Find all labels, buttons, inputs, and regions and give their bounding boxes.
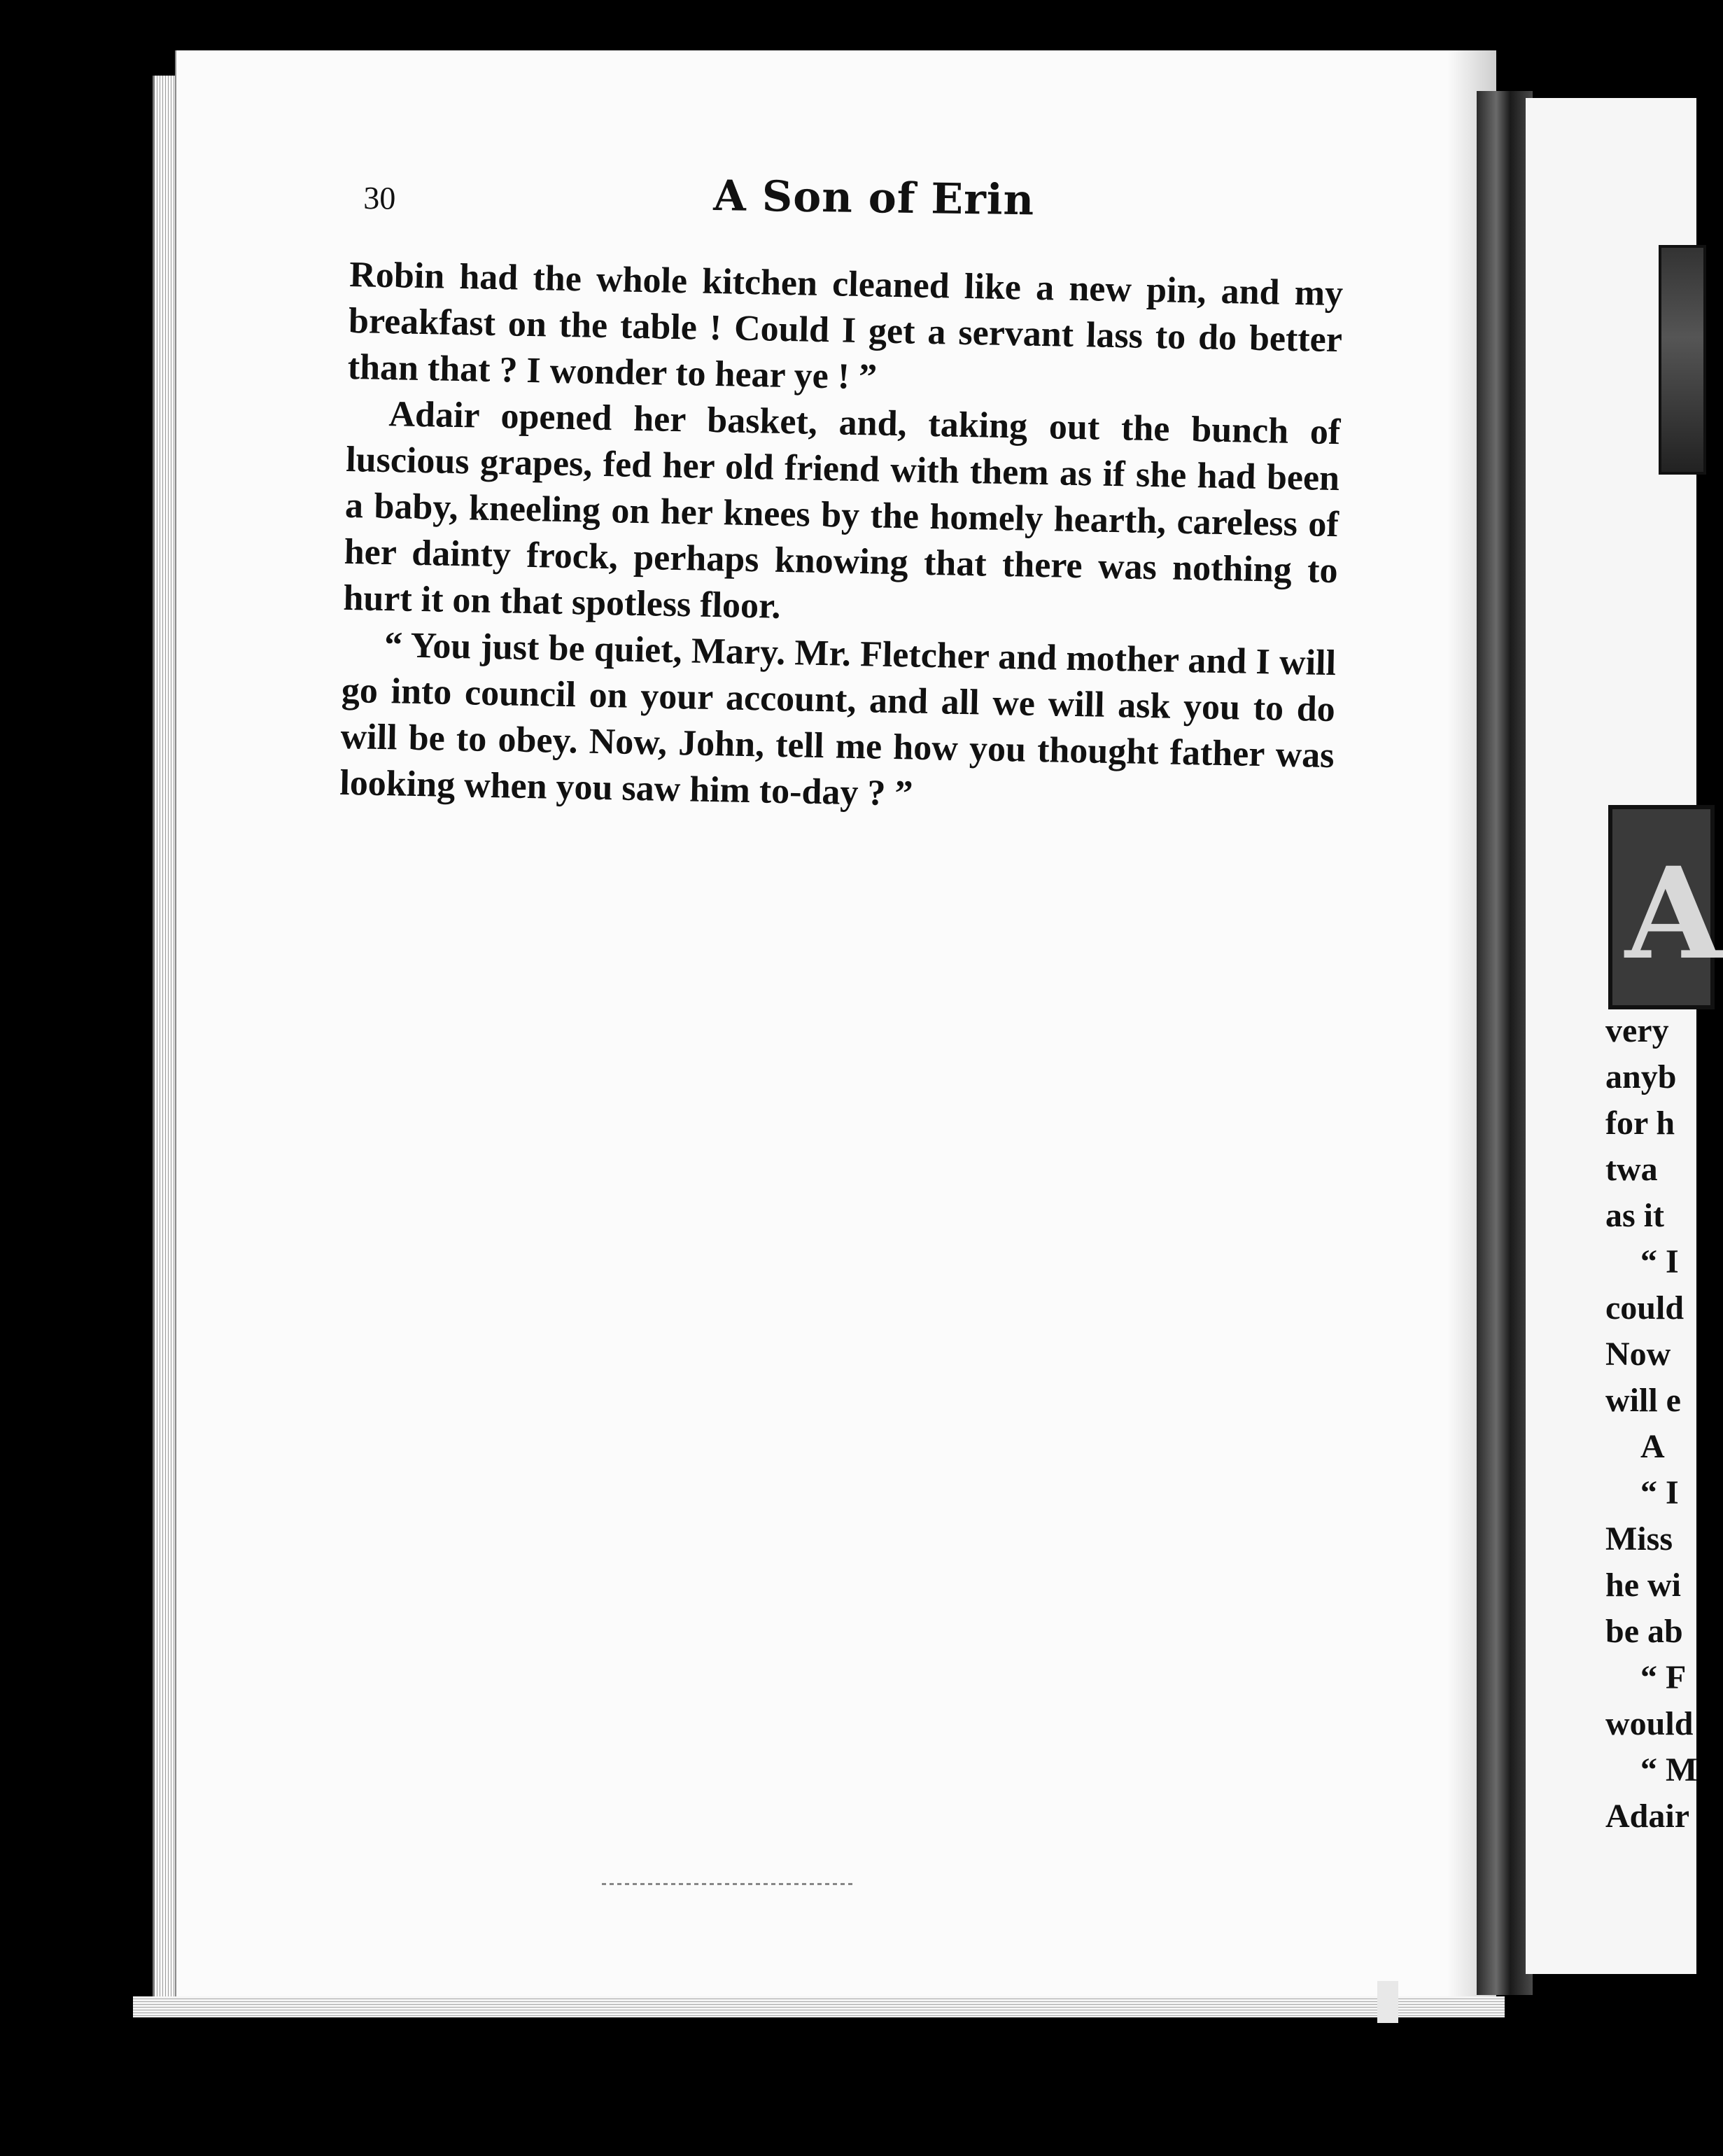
page-header [363,167,1400,251]
drop-cap-letter: A [1625,840,1723,988]
text-line: twa [1605,1151,1658,1188]
plate-image [1659,245,1706,475]
body-text [339,252,1344,825]
page-number: 30 [363,179,396,216]
paragraph: Adair opened her basket, and, taking out the bunch of luscious grapes, fed her old friend with them as if she had been a baby, kneeling on her knees by the homely hearth, careless of her dainty frock, perhaps knowing that there was nothing to hurt it on that spotless floor. [342,394,1341,626]
text-line: would [1605,1705,1694,1742]
text-line: as it [1605,1197,1664,1234]
text-line: “ I [1640,1474,1679,1511]
ribbon-tab [1377,1981,1398,2023]
book-spine [1477,91,1533,1995]
right-page [1526,98,1723,1974]
text-line: very [1605,1012,1669,1049]
paragraph: Robin had the whole kitchen cleaned like a new pin, and my breakfast on the table ! Could I get a servant lass to do b⁠etter than that ? I wonder to hear ye ! ” [347,254,1344,398]
text-line: for h [1605,1105,1675,1142]
right-page-text [1605,1008,1697,1840]
text-line: could [1605,1289,1685,1326]
drop-cap-ornament [1608,805,1723,1009]
text-line: “ I [1640,1243,1679,1280]
text-line: A [1640,1428,1665,1465]
text-line: Adair [1605,1798,1689,1835]
text-line: be ab [1605,1613,1683,1650]
text-line: “ F [1640,1659,1687,1696]
text-line: he wi [1605,1567,1681,1604]
print-smudge [602,1883,854,1885]
text-line: will e [1605,1382,1681,1419]
text-line: Miss [1605,1520,1673,1558]
text-line: “ M [1640,1751,1698,1788]
paragraph: “ You just be quiet, Mary. Mr. Fletcher and mother and I will go into council on your account, and all we will ask you to do will be to obey. Now, John, tell me how you thought father was looking when you saw him to-day ? ” [339,625,1337,814]
running-head: A Son of Erin [712,171,1035,225]
page-bottom-edges [133,1996,1505,2017]
text-line: Now [1605,1336,1671,1373]
text-line: anyb [1605,1058,1677,1096]
